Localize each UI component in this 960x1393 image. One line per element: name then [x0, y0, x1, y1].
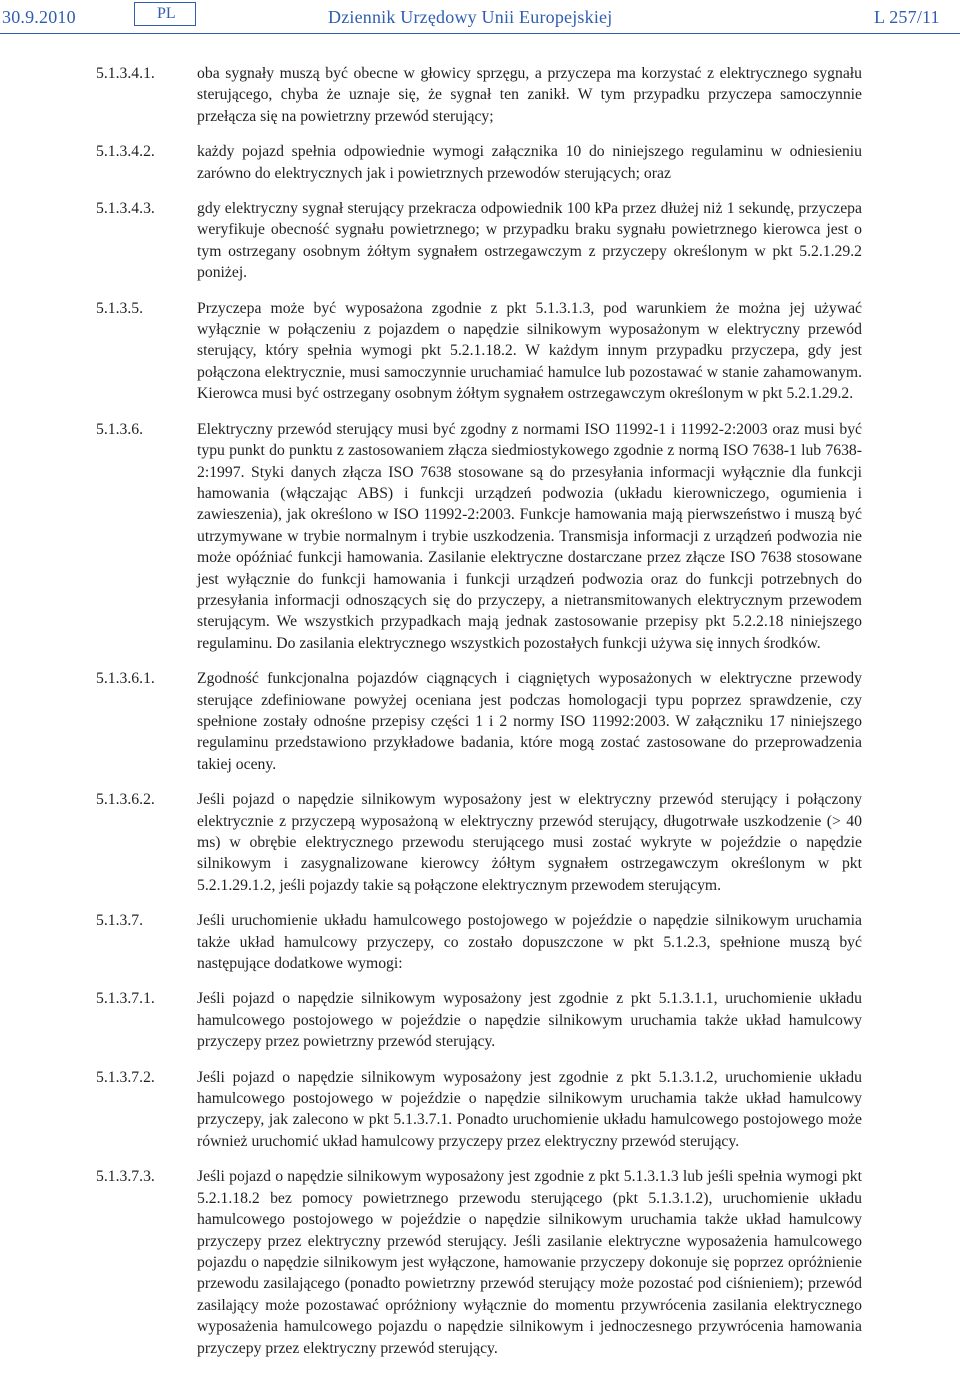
header-divider	[0, 33, 960, 34]
section-5-1-3-6-1	[0, 668, 960, 775]
section-number: 5.1.3.7.3.	[96, 1168, 155, 1186]
section-number: 5.1.3.6.2.	[96, 791, 155, 809]
section-number: 5.1.3.7.	[96, 912, 144, 930]
section-5-1-3-5	[0, 298, 960, 405]
section-5-1-3-6	[0, 419, 960, 654]
section-5-1-3-7-3	[0, 1166, 960, 1359]
language-badge: PL	[134, 2, 196, 26]
document-body	[0, 63, 960, 1373]
section-text: Jeśli pojazd o napędzie silnikowym wyposażony jest w elektryczny przewód sterujący i połączony elektrycznie z przyczepą wyposażoną w elektryczny przewód sterujący, długotrwałe uszkodzenie (> 40 ms) w obrębie elektrycznego przewodu sterującego musi zostać wykryte w pojeździe o napędzie silnikowym i zasygnalizowane kierowcy żółtym sygnałem ostrzegawczym określonym w pkt 5.2.1.29.1.2, jeśli pojazdy takie są połączone elektrycznym przewodem sterującym.	[197, 791, 862, 894]
section-text: Jeśli pojazd o napędzie silnikowym wyposażony jest zgodnie z pkt 5.1.3.1.1, uruchomienie układu hamulcowego postojowego w pojeździe o napędzie silnikowym uruchamia także układ hamulcowy przyczepy przez powietrzny przewód sterujący.	[197, 990, 862, 1051]
section-number: 5.1.3.7.1.	[96, 990, 155, 1008]
section-text: Zgodność funkcjonalna pojazdów ciągnących i ciągniętych wyposażonych w elektryczne przewody sterujące zdefiniowane powyżej oceniana jest podczas homologacji typu poprzez sprawdzenie, czy spełnione zostały odnośne przepisy części 1 i 2 normy ISO 11992:2003. W załączniku 17 niniejszego regulaminu przedstawiono przykładowe badania, które mogą zostać zastosowane do przeprowadzenia takiej oceny.	[197, 670, 862, 773]
section-5-1-3-7-2	[0, 1067, 960, 1153]
section-text: gdy elektryczny sygnał sterujący przekracza odpowiednik 100 kPa przez dłużej niż 1 sekundę, przyczepa weryfikuje obecność sygnału powietrznego; w przypadku braku sygnału powietrznego kierowca jest o tym ostrzegany osobnym żółtym sygnałem ostrzegawczym z przyczepy określonym w pkt 5.2.1.29.2 poniżej.	[197, 200, 862, 282]
section-text: Przyczepa może być wyposażona zgodnie z pkt 5.1.3.1.3, pod warunkiem że można jej używać wyłącznie w połączeniu z pojazdem o napędzie silnikowym wyposażonym w elektryczny przewód sterujący, który spełnia wymogi pkt 5.2.1.18.2. W każdym innym przypadku przyczepa, gdy jest połączona elektrycznie, musi samoczynnie uruchamiać hamulce lub pozostawać w stanie zahamowanym. Kierowca musi być ostrzegany osobnym żółtym sygnałem ostrzegawczym określonym w pkt 5.2.1.29.2.	[197, 299, 862, 403]
section-number: 5.1.3.4.2.	[96, 143, 155, 161]
page-reference: L 257/11	[874, 7, 940, 27]
section-5-1-3-4-3	[0, 198, 960, 284]
section-5-1-3-6-2	[0, 789, 960, 896]
section-number: 5.1.3.5.	[96, 299, 144, 317]
section-number: 5.1.3.6.1.	[96, 670, 155, 688]
journal-title: Dziennik Urzędowy Unii Europejskiej	[328, 7, 613, 27]
section-5-1-3-7-1	[0, 988, 960, 1052]
section-text: Jeśli pojazd o napędzie silnikowym wyposażony jest zgodnie z pkt 5.1.3.1.2, uruchomienie układu hamulcowego postojowego w pojeździe o napędzie silnikowym uruchamia także układ hamulcowy przyczepy, jak zalecono w pkt 5.1.3.7.1. Ponadto uruchomienie układu hamulcowego postojowego może również uruchomić układ hamulcowy przyczepy przez elektryczny przewód sterujący.	[197, 1068, 862, 1150]
page-header	[0, 0, 960, 44]
section-text: Elektryczny przewód sterujący musi być zgodny z normami ISO 11992-1 i 11992-2:2003 oraz musi być typu punkt do punktu z zastosowaniem złącza siedmiostykowego zgodnie z normą ISO 7638-1 lub 7638-2:1997. Styki danych złącza ISO 7638 stosowane są do przesyłania informacji wyłącznie dla funkcji hamowania (włączając ABS) i funkcji urządzeń podwozia (układu kierowniczego, ogumienia i zawieszenia), jak określono w ISO 11992-2:2003. Funkcje hamowania mają pierwszeństwo i muszą być utrzymywane w trybie normalnym i trybie uszkodzenia. Transmisja informacji z urządzeń podwozia nie może opóźniać funkcji hamowania. Zasilanie elektryczne dostarczane przez złącze ISO 7638 stosowane jest wyłącznie do funkcji hamowania i funkcji urządzeń podwozia oraz do funkcji potrzebnych do przesyłania informacji odnoszących się do przyczepy, a nietransmitowanych elektrycznym przewodem sterującym. We wszystkich przypadkach mają jednak zastosowanie przepisy pkt 5.2.2.18 niniejszego regulaminu. Do zasilania elektrycznego wszystkich pozostałych funkcji używa się innych środków.	[197, 420, 862, 652]
section-text: oba sygnały muszą być obecne w głowicy sprzęgu, a przyczepa ma korzystać z elektrycznego sygnału sterującego, chyba że uznaje się, że sygnał ten zanikł. W tym przypadku przyczepa samoczynnie przełącza się na powietrzny przewód sterujący;	[197, 65, 862, 125]
section-number: 5.1.3.6.	[96, 420, 144, 438]
section-number: 5.1.3.4.1.	[96, 65, 155, 82]
header-date: 30.9.2010	[2, 7, 76, 27]
section-text: Jeśli pojazd o napędzie silnikowym wyposażony jest zgodnie z pkt 5.1.3.1.3 lub jeśli spełnia wymogi pkt 5.2.1.18.2 bez pomocy powietrznego przewodu sterującego (pkt 5.1.3.1.2), uruchomienie układu hamulcowego postojowego w pojeździe o napędzie silnikowym uruchamia także układ hamulcowy przyczepy przez elektryczny przewód sterujący. Jeśli zasilanie elektryczne wyposażenia hamulcowego pojazdu o napędzie silnikowym jest wyłączone, hamowanie przyczepy dokonuje się poprzez opróżnienie przewodu zasilającego (ponadto powietrzny przewód sterujący może pozostać pod ciśnieniem); przewód zasilający może pozostawać opróżniony wyłącznie do momentu przywrócenia zasilania elektrycznego wyposażenia hamulcowego pojazdu o napędzie silnikowym i jednoczesnego przywrócenia hamowania przyczepy przez elektryczny przewód sterujący.	[197, 1168, 862, 1357]
section-number: 5.1.3.7.2.	[96, 1068, 155, 1086]
section-number: 5.1.3.4.3.	[96, 200, 155, 218]
section-text: każdy pojazd spełnia odpowiednie wymogi załącznika 10 do niniejszego regulaminu w odniesieniu zarówno do elektrycznych jak i powietrznych przewodów sterujących; oraz	[197, 143, 862, 182]
section-5-1-3-7	[0, 910, 960, 974]
section-text: Jeśli uruchomienie układu hamulcowego postojowego w pojeździe o napędzie silnikowym uruchamia także układ hamulcowy przyczepy, co zostało dopuszczone w pkt 5.1.2.3, spełnione muszą być następujące dodatkowe wymogi:	[197, 912, 862, 973]
section-5-1-3-4-2	[0, 141, 960, 184]
section-5-1-3-4-1	[0, 63, 960, 127]
